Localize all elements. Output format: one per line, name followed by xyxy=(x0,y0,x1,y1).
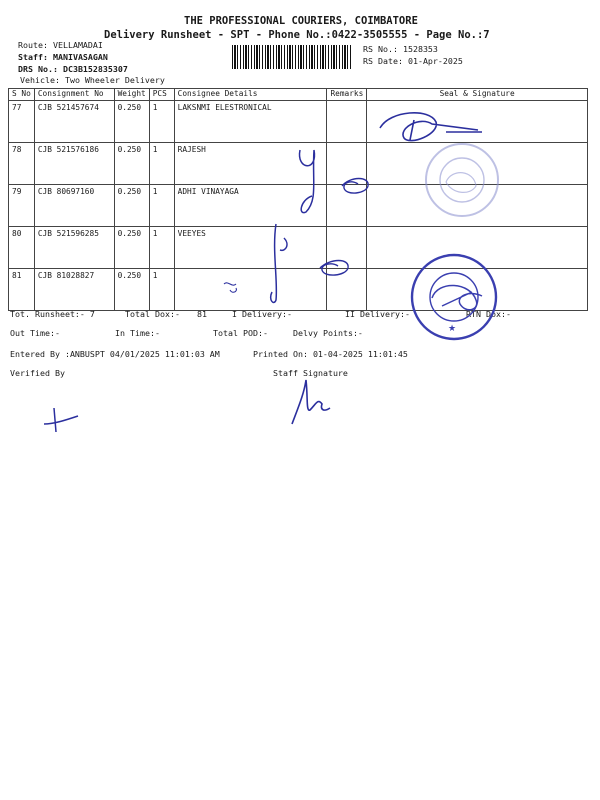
cell-pcs: 1 xyxy=(149,269,174,311)
staff-signature-label: Staff Signature xyxy=(273,368,348,378)
total-dox-label: Total Dox:- xyxy=(125,309,180,319)
cell-weight: 0.250 xyxy=(114,143,149,185)
company-seal-stamp xyxy=(412,255,496,339)
cell-sno: 78 xyxy=(9,143,35,185)
col-header-seal: Seal & Signature xyxy=(367,89,588,101)
cell-consignee: LAKSNMI ELESTRONICAL xyxy=(174,101,327,143)
cell-pcs: 1 xyxy=(149,101,174,143)
signature-row-77 xyxy=(380,113,482,141)
col-header-weight: Weight xyxy=(114,89,149,101)
printed-on: Printed On: 01-04-2025 11:01:45 xyxy=(253,349,408,359)
route-label: Route: VELLAMADAI xyxy=(18,40,103,50)
drs-number: DRS No.: DC3B152835307 xyxy=(18,64,128,74)
remarks-mark-81 xyxy=(320,261,348,276)
runsheet-subtitle: Delivery Runsheet - SPT - Phone No.:0422-3505555 - Page No.:7 xyxy=(104,29,490,41)
signature-rajesh xyxy=(300,150,315,213)
cell-weight: 0.250 xyxy=(114,269,149,311)
col-header-consignment: Consignment No xyxy=(34,89,114,101)
verified-by: Verified By xyxy=(10,368,65,378)
cell-consignee: ADHI VINAYAGA xyxy=(174,185,327,227)
faded-seal-stamp xyxy=(426,144,498,216)
rs-date: RS Date: 01-Apr-2025 xyxy=(363,56,463,66)
i-delivery: I Delivery:- xyxy=(232,309,292,319)
staff-label: Staff: MANIVASAGAN xyxy=(18,52,108,62)
cell-pcs: 1 xyxy=(149,185,174,227)
verified-by-signature xyxy=(44,408,78,432)
staff-signature xyxy=(292,380,330,424)
cell-consignment: CJB 521596285 xyxy=(34,227,114,269)
rs-number: RS No.: 1528353 xyxy=(363,44,438,54)
col-header-pcs: PCS xyxy=(149,89,174,101)
cell-pcs: 1 xyxy=(149,143,174,185)
entered-by: Entered By :ANBUSPT 04/01/2025 11:01:03 AM xyxy=(10,349,220,359)
cell-consignee: RAJESH xyxy=(174,143,327,185)
signature-veeyes xyxy=(271,224,287,302)
out-time: Out Time:- xyxy=(10,328,60,338)
company-title: THE PROFESSIONAL COURIERS, COIMBATORE xyxy=(184,15,418,27)
cell-pcs: 1 xyxy=(149,227,174,269)
cell-sno: 81 xyxy=(9,269,35,311)
in-time: In Time:- xyxy=(115,328,160,338)
cell-consignment: CJB 80697160 xyxy=(34,185,114,227)
delvy-points: Delvy Points:- xyxy=(293,328,363,338)
col-header-remarks: Remarks xyxy=(327,89,367,101)
total-pod: Total POD:- xyxy=(213,328,268,338)
remarks-mark-79 xyxy=(342,179,368,194)
cell-consignee: VEEYES xyxy=(174,227,327,269)
total-dox-value: 81 xyxy=(197,309,207,319)
cell-consignment: CJB 521457674 xyxy=(34,101,114,143)
cell-weight: 0.250 xyxy=(114,101,149,143)
cell-consignment: CJB 81028827 xyxy=(34,269,114,311)
tot-runsheet: Tot. Runsheet:- 7 xyxy=(10,309,95,319)
col-header-sno: S No xyxy=(9,89,35,101)
ii-delivery: II Delivery:- xyxy=(345,309,410,319)
rtn-dox: RTN Dox:- xyxy=(466,309,511,319)
vehicle-label: Vehicle: Two Wheeler Delivery xyxy=(20,75,165,85)
cell-weight: 0.250 xyxy=(114,227,149,269)
small-mark-81 xyxy=(224,283,236,292)
svg-text:★: ★ xyxy=(448,324,457,334)
cell-sno: 80 xyxy=(9,227,35,269)
cell-weight: 0.250 xyxy=(114,185,149,227)
cell-sno: 77 xyxy=(9,101,35,143)
cell-consignment: CJB 521576186 xyxy=(34,143,114,185)
col-header-consignee: Consignee Details xyxy=(174,89,327,101)
cell-sno: 79 xyxy=(9,185,35,227)
